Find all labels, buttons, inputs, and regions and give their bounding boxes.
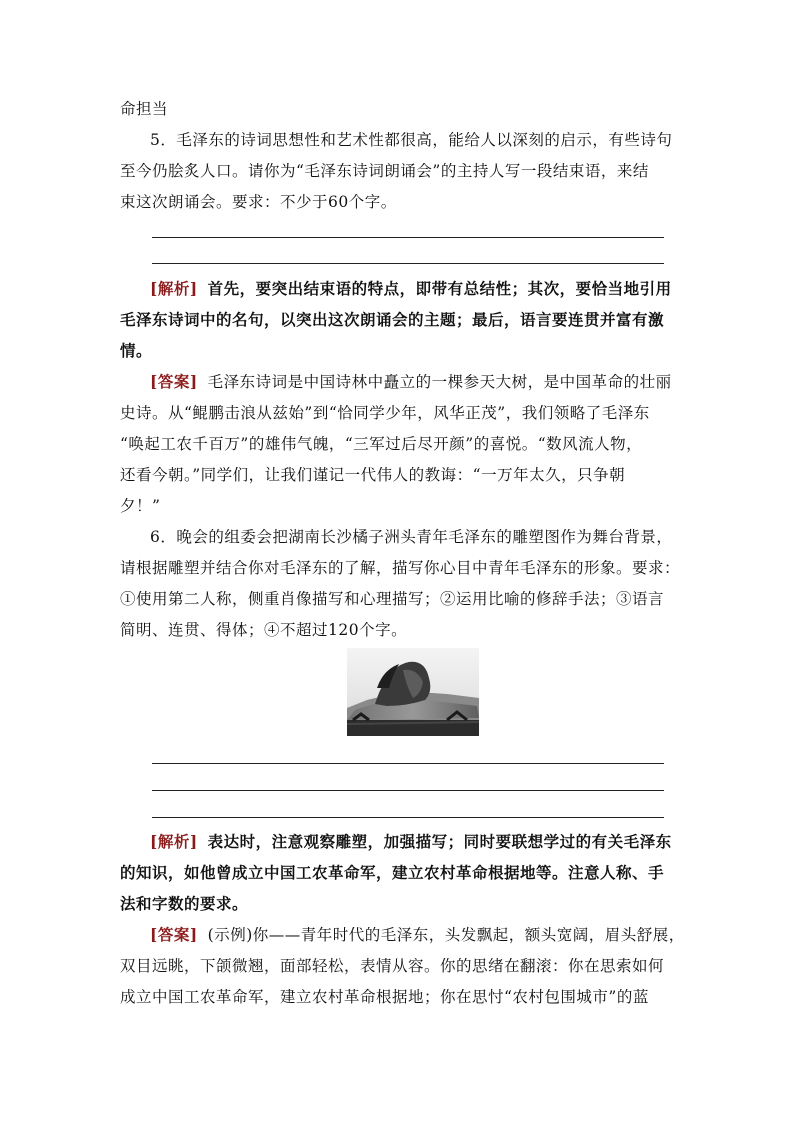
sculpture-photo	[347, 648, 479, 736]
text-span: (示例)你——青年时代的毛泽东，头发飘起，额头宽阔，眉头舒展，	[207, 926, 685, 944]
text-line: 史诗。从“鲲鹏击浪从兹始”到“恰同学少年，风华正茂”，我们领略了毛泽东	[120, 404, 650, 422]
answer-rule	[152, 817, 664, 818]
answer-line	[150, 372, 680, 392]
text-line: 成立中国工农革命军，建立农村革命根据地；你在思忖“农村包围城市”的蓝	[120, 988, 649, 1006]
analysis-tag: [解析]	[150, 279, 198, 298]
text-line: “唤起工农千百万”的雄伟气魄，“三军过后尽开颜”的喜悦。“数风流人物，	[120, 435, 643, 453]
text-line: 命担当	[120, 100, 169, 118]
analysis-line	[150, 832, 680, 852]
analysis-tag: [解析]	[150, 832, 198, 851]
text-line: 双目远眺，下颌微翘，面部轻松，表情从容。你的思绪在翻滚：你在思索如何	[120, 957, 665, 975]
answer-tag: [答案]	[150, 372, 198, 391]
sculpture-image	[347, 648, 479, 736]
text-span: 首先，要突出结束语的特点，即带有总结性；其次，要恰当地引用	[207, 279, 672, 298]
text-line: 束这次朗诵会。要求：不少于60个字。	[120, 193, 397, 211]
text-line: 的知识，如他曾成立中国工农革命军，建立农村革命根据地等。注意人称、手	[120, 863, 665, 882]
answer-rule	[152, 763, 664, 764]
text-span: 毛泽东诗词是中国诗林中矗立的一棵参天大树，是中国革命的壮丽	[207, 373, 672, 391]
text-span: 表达时，注意观察雕塑，加强描写；同时要联想学过的有关毛泽东	[207, 832, 672, 851]
text-line: 至今仍脍炙人口。请你为“毛泽东诗词朗诵会”的主持人写一段结束语，来结	[120, 162, 649, 180]
answer-rule	[152, 790, 664, 791]
text-line: 毛泽东诗词中的名句，以突出这次朗诵会的主题；最后，语言要连贯并富有激	[120, 310, 665, 329]
text-line: 情。	[120, 341, 153, 360]
text-line: 还看今朝。”同学们，让我们谨记一代伟人的教诲：“一万年太久，只争朝	[120, 466, 626, 484]
question-6-line: 6．晚会的组委会把湖南长沙橘子洲头青年毛泽东的雕塑图作为舞台背景，	[150, 528, 673, 546]
text-line: 夕！”	[120, 497, 161, 515]
answer-rule	[152, 237, 664, 238]
answer-rule	[152, 263, 664, 264]
text-line: ①使用第二人称，侧重肖像描写和心理描写；②运用比喻的修辞手法；③语言	[120, 590, 665, 608]
text-line: 法和字数的要求。	[120, 894, 249, 913]
text-line: 请根据雕塑并结合你对毛泽东的了解，描写你心目中青年毛泽东的形象。要求：	[120, 559, 681, 577]
question-5-line: 5．毛泽东的诗词思想性和艺术性都很高，能给人以深刻的启示，有些诗句	[150, 131, 673, 149]
analysis-line	[150, 279, 680, 299]
text-line: 简明、连贯、得体；④不超过120个字。	[120, 621, 408, 639]
answer-line	[150, 925, 685, 945]
answer-tag: [答案]	[150, 925, 198, 944]
